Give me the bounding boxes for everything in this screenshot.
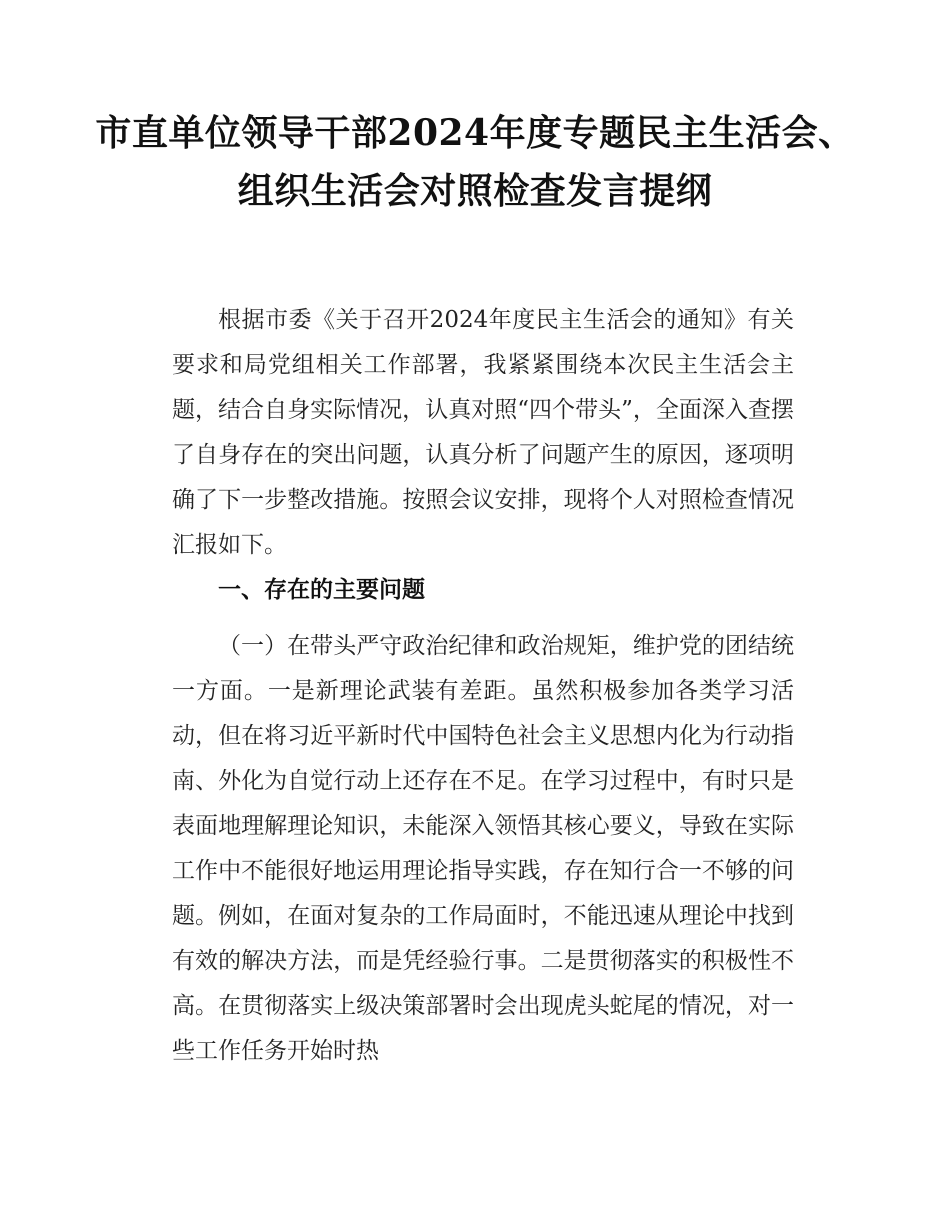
document-title-line-2: 组织生活会对照检查发言提纲 <box>237 170 713 212</box>
section-heading: 一、存在的主要问题 <box>218 577 425 603</box>
intro-paragraph: 根据市委《关于召开2024年度民主生活会的通知》有关要求和局党组相关工作部署，我紧紧围绕本次民主生活会主题，结合自身实际情况，认真对照“四个带头”，全面深入查摆了自身存在的突出问题，认真分析了问题产生的原因，逐项明确了下一步整改措施。按照会议安排，现将个人对照检查情况汇报如下。 <box>172 307 794 558</box>
document-title-line-1: 市直单位领导干部2024年度专题民主生活会、 <box>95 112 855 154</box>
issue-paragraph: （一）在带头严守政治纪律和政治规矩，维护党的团结统一方面。一是新理论武装有差距。虽然积极参加各类学习活动，但在将习近平新时代中国特色社会主义思想内化为行动指南、外化为自觉行动上还存在不足。在学习过程中，有时只是表面地理解理论知识，未能深入领悟其核心要义，导致在实际工作中不能很好地运用理论指导实践，存在知行合一不够的问题。例如，在面对复杂的工作局面时，不能迅速从理论中找到有效的解决方法，而是凭经验行事。二是贯彻落实的积极性不高。在贯彻落实上级决策部署时会出现虎头蛇尾的情况，对一些工作任务开始时热 <box>172 633 794 1064</box>
